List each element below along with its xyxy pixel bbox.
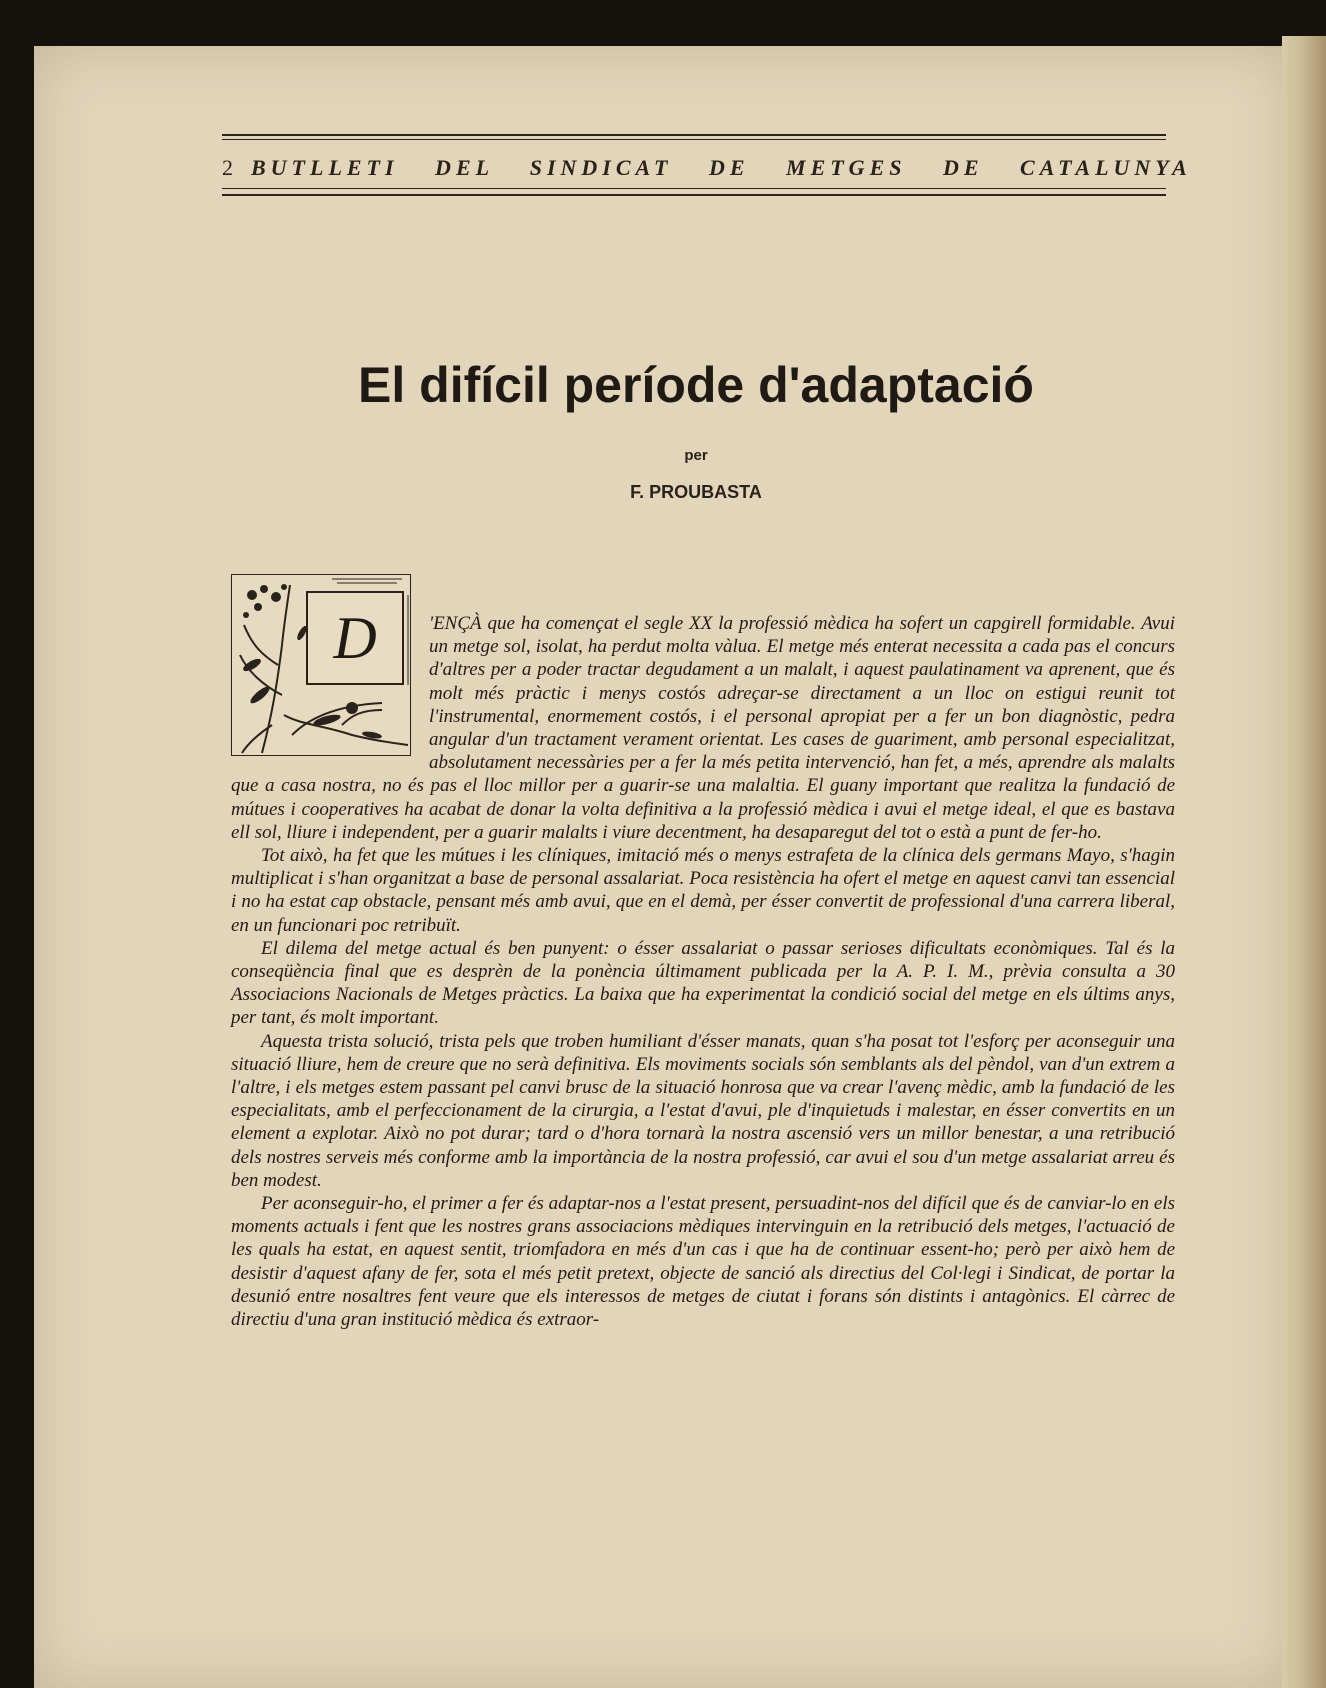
page-edge: [1282, 36, 1326, 1688]
running-head: [222, 153, 1192, 183]
paragraph-2: Tot això, ha fet que les mútues i les clíniques, imitació més o menys estrafeta de la clínica dels germans Mayo, s'hagin multiplicat i s'han organitzat a base de personal assalariat. Poca resistència ha ofert el metge en aquest canvi tan essencial i no ha estat cap obstacle, pensant més amb avui, que en el demà, per ésser convertit de professional d'una carrera liberal, en un funcionari poc retribuït.: [231, 845, 1175, 936]
paragraph-3: El dilema del metge actual és ben punyent: o ésser assalariat o passar serioses dificultats econòmiques. Tal és la conseqüència final que es desprèn de la ponència últimament publicada per la A. P. I. M., prèvia consulta a 30 Associacions Nacionals de Metges pràctics. La baixa que ha experimentat la condició social del metge en els últims anys, per tant, és molt important.: [231, 937, 1175, 1029]
article-title: El difícil període d'adaptació: [358, 357, 1034, 413]
paragraph-5: Per aconseguir-ho, el primer a fer és adaptar-nos a l'estat present, persuadint-nos del difícil que és de canviar-lo en els moments actuals i fent que les nostres grans associacions mèdiques intervinguin en la retribució dels metges, l'actuació de les quals ha estat, en aquest sentit, triomfadora en més d'un cas i que ha de continuar essent-ho; però per això hem de desistir d'aquest afany de fer, sota el més petit pretext, objecte de sanció als directius del Col·legi i Sindicat, de portar la desunió entre nosaltres fent veure que els interessos de metges de ciutat i forans són distints i antagònics. El càrrec de directiu d'una gran institució mèdica és extraor-: [231, 1193, 1175, 1331]
header-rule-bottom: [222, 194, 1166, 196]
drop-cap-letter: D: [333, 604, 377, 671]
page-number: 2: [222, 155, 233, 180]
header-rule-bottom-thin: [222, 188, 1166, 189]
drop-cap-spacer: [231, 612, 429, 754]
running-title: BUTLLETI DEL SINDICAT DE METGES DE CATALUNYA: [251, 155, 1192, 180]
header-rule-top: [222, 134, 1166, 136]
byline-per: per: [684, 447, 708, 464]
author-name: F. PROUBASTA: [630, 482, 762, 502]
header-rule-top-thin: [222, 139, 1166, 140]
paragraph-4: Aquesta trista solució, trista pels que troben humiliant d'ésser manats, quan s'ha posat tot l'esforç per aconseguir una situació lliure, hem de creure que no serà definitiva. Els moviments socials són semblants als del pèndol, van d'un extrem a l'altre, i els metges estem passant pel canvi brusc de la situació honrosa que va crear l'avenç mèdic, amb la fundació de les especialitats, amb el perfeccionament de la cirurgia, a l'estat d'avui, ple d'inquietuds i malestar, en ésser convertits en un element a explotar. Això no pot durar; tard o d'hora tornarà la nostra ascensió vers un millor benestar, a una retribució dels nostres serveis més conforme amb la importància de la nostra professió, car avui el sou d'un metge assalariat arreu és ben modest.: [231, 1030, 1175, 1191]
article-body: [231, 612, 1175, 1331]
paragraph-1: 'ENÇÀ que ha començat el segle XX la professió mèdica ha sofert un capgirell formidable. Avui un metge sol, isolat, ha perdut molta vàlua. El metge més enterat necessita a cada pas el concurs d'altres per a poder tractar degudament a un malalt, i aquest paulatinament va aprenent, que és molt més pràctic i menys costós adreçar-se directament a un lloc on estigui reunit tot l'instrumental, enormement costós, i el personal apropiat per a fer un bon diagnòstic, pedra angular d'un tractament verament orientat. Les cases de guariment, amb personal especialitzat, absolutament necessàries per a fer la més petita intervenció, han fet, a més, aprendre als malalts que a casa nostra, no és pas el lloc millor per a guarir-se una malaltia. El guany important que realitza la fundació de mútues i cooperatives ha acabat de donar la volta definitiva a la professió mèdica i avui el metge ideal, el que es bastava ell sol, lliure i independent, per a guarir malalts i viure decentment, ha desaparegut del tot o està a punt de fer-ho.: [231, 613, 1175, 843]
